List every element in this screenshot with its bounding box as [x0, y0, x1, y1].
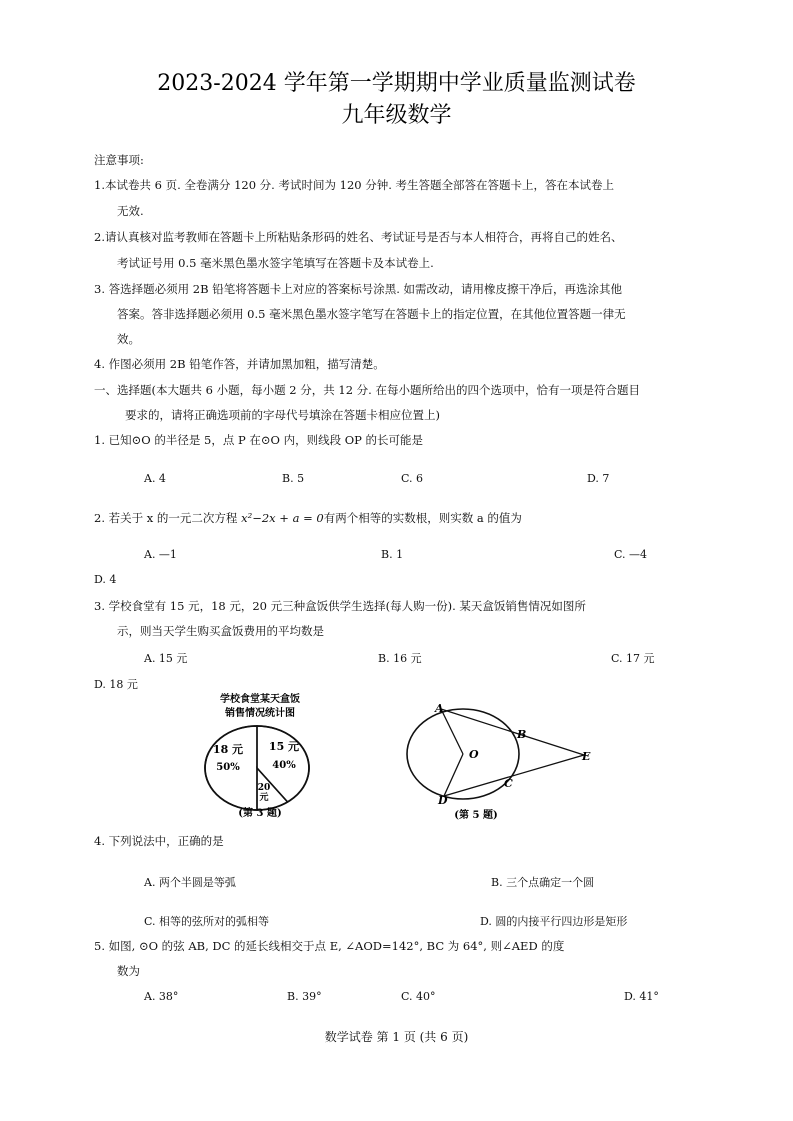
note-2-line-2: 考试证号用 0.5 毫米黑色墨水签字笔填写在答题卡及本试卷上. [117, 256, 434, 270]
note-3-line-2: 答案。答非选择题必须用 0.5 毫米黑色墨水签字笔写在答题卡上的指定位置，在其他位置答题一律无 [117, 307, 626, 321]
q4-option-a: A. 两个半圆是等弧 [144, 876, 236, 889]
q4-stem: 4. 下列说法中，正确的是 [94, 834, 224, 848]
pie-label-20-a: 20 [257, 783, 271, 793]
exam-title: 2023-2024 学年第一学期期中学业质量监测试卷 [157, 71, 636, 96]
note-1-line-1: 1.本试卷共 6 页. 全卷满分 120 分. 考试时间为 120 分钟. 考生答题全部答在答题卡上，答在本试卷上 [94, 178, 615, 192]
notes-heading: 注意事项: [94, 153, 144, 167]
q5-option-b: B. 39° [287, 990, 322, 1003]
q2-stem [94, 511, 522, 526]
q2-option-a: A. —1 [144, 548, 177, 561]
q1-option-c: C. 6 [401, 472, 424, 485]
pie-percent-18: 50% [216, 762, 240, 773]
q2-option-b: B. 1 [381, 548, 404, 561]
q2-option-c: C. —4 [614, 548, 648, 561]
q3-stem-line-1: 3. 学校食堂有 15 元，18 元，20 元三种盒饭供学生选择(每人购一份). 某天盒饭销售情况如图所 [94, 599, 586, 613]
q5-stem-line-1: 5. 如图, ⊙O 的弦 AB, DC 的延长线相交于点 E, ∠AOD=142°, BC 为 64°, 则∠AED 的度 [94, 939, 565, 953]
q1-option-a: A. 4 [144, 472, 166, 485]
q2-option-d: D. 4 [94, 573, 117, 586]
q2-stem-pre: 2. 若关于 x 的一元二次方程 [94, 511, 238, 525]
point-o-label: O [469, 748, 479, 761]
line-de [444, 755, 584, 796]
q4-option-b: B. 三个点确定一个圆 [491, 876, 595, 889]
point-e-label: E [582, 750, 591, 763]
q4-option-c: C. 相等的弦所对的弧相等 [144, 915, 270, 928]
radius-od [444, 754, 463, 796]
q2-formula: x²−2x + a = 0 [241, 511, 324, 525]
figure-5-diagram [398, 692, 608, 822]
radius-oa [441, 709, 463, 754]
point-a-label: A [435, 702, 444, 715]
figure-3-pie-chart [180, 690, 340, 820]
note-4: 4. 作图必须用 2B 铅笔作答，并请加黑加粗，描写清楚。 [94, 357, 385, 371]
figure-3-title-2: 销售情况统计图 [225, 708, 295, 719]
q1-stem: 1. 已知⊙O 的半径是 5，点 P 在⊙O 内，则线段 OP 的长可能是 [94, 433, 424, 447]
figure-5-caption: (第 5 题) [454, 810, 498, 821]
q3-option-a: A. 15 元 [144, 652, 188, 665]
q5-stem-line-2: 数为 [117, 964, 140, 978]
q3-option-b: B. 16 元 [378, 652, 422, 665]
line-ae [441, 709, 584, 755]
q1-option-b: B. 5 [282, 472, 305, 485]
section-1-line-1: 一、选择题(本大题共 6 小题，每小题 2 分，共 12 分. 在每小题所给出的四个选项中，恰有一项是符合题目 [94, 383, 640, 397]
pie-percent-15: 40% [272, 760, 296, 771]
q5-option-c: C. 40° [401, 990, 436, 1003]
figure-3-title-1: 学校食堂某天盒饭 [220, 694, 300, 705]
point-d-label: D [438, 794, 448, 807]
q3-stem-line-2: 示，则当天学生购买盒饭费用的平均数是 [117, 624, 324, 638]
pie-label-15: 15 元 [268, 740, 300, 753]
note-2-line-1: 2.请认真核对监考教师在答题卡上所粘贴条形码的姓名、考试证号是否与本人相符合，再将自己的姓名、 [94, 230, 623, 244]
exam-subtitle: 九年级数学 [341, 103, 452, 128]
section-1-line-2: 要求的，请将正确选项前的字母代号填涂在答题卡相应位置上) [125, 408, 440, 422]
q5-option-d: D. 41° [624, 990, 659, 1003]
q1-option-d: D. 7 [587, 472, 610, 485]
q5-option-a: A. 38° [144, 990, 179, 1003]
point-b-label: B [517, 728, 527, 741]
page-footer: 数学试卷 第 1 页 (共 6 页) [324, 1030, 469, 1044]
note-3-line-1: 3. 答选择题必须用 2B 铅笔将答题卡上对应的答案标号涂黑. 如需改动，请用橡皮擦干净后，再选涂其他 [94, 282, 623, 296]
q4-option-d: D. 圆的内接平行四边形是矩形 [480, 915, 628, 928]
figure-3-caption: (第 3 题) [238, 808, 282, 819]
pie-label-18: 18 元 [212, 743, 244, 756]
pie-label-20-b: 元 [259, 793, 269, 803]
note-1-line-2: 无效. [117, 204, 144, 218]
note-3-line-3: 效。 [117, 332, 140, 346]
point-c-label: C [504, 777, 513, 790]
q3-option-d: D. 18 元 [94, 678, 138, 691]
q2-stem-post: 有两个相等的实数根，则实数 a 的值为 [323, 511, 522, 525]
q3-option-c: C. 17 元 [611, 652, 655, 665]
